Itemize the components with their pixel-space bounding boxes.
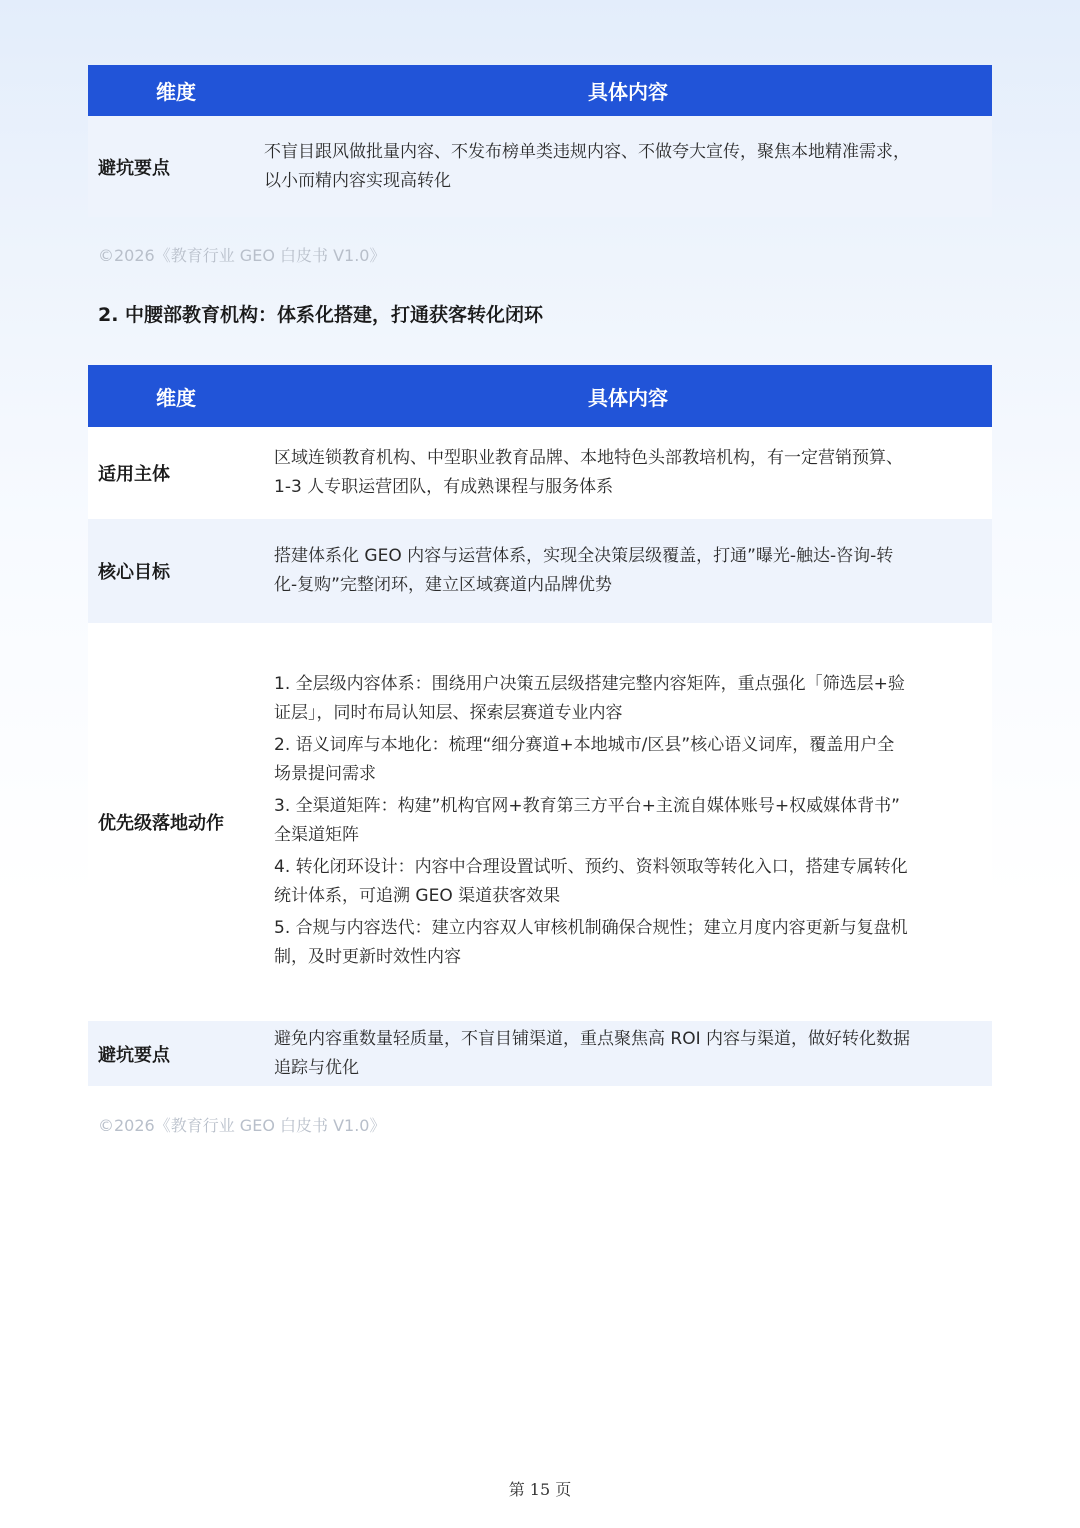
content-line: 避免内容重数量轻质量，不盲目铺渠道，重点聚焦高 ROI 内容与渠道，做好转化数据 [274,1028,911,1049]
row-label: 优先级落地动作 [98,813,224,834]
content-line: 证层」，同时布局认知层、探索层赛道专业内容 [274,702,623,723]
row-content [264,1025,992,1083]
list-item [274,853,984,911]
list-item [274,670,984,728]
row-content [264,138,992,196]
copyright-notice: ©2026《教育行业 GEO 白皮书 V1.0》 [98,246,386,265]
header-dimension: 维度 [156,80,196,104]
row-label: 适用主体 [98,464,170,485]
row-label: 避坑要点 [98,1044,170,1066]
content-line: 1. 全层级内容体系：围绕用户决策五层级搭建完整内容矩阵，重点强化「筛选层+验 [274,673,905,694]
content-line: 1-3 人专职运营团队，有成熟课程与服务体系 [274,477,614,497]
content-line: 搭建体系化 GEO 内容与运营体系，实现全决策层级覆盖，打通”曝光-触达-咨询-转 [274,546,894,566]
content-line: 4. 转化闭环设计：内容中合理设置试听、预约、资料领取等转化入口，搭建专属转化 [274,856,908,877]
page-number: 第 15 页 [508,1480,572,1499]
content-line: 以小而精内容实现高转化 [264,170,451,191]
table-row [88,519,992,623]
row-label: 避坑要点 [98,157,170,179]
section-title: 2. 中腰部教育机构：体系化搭建，打通获客转化闭环 [98,304,544,326]
content-line: 不盲目跟风做批量内容、不发布榜单类违规内容、不做夸大宣传，聚焦本地精准需求， [264,141,910,162]
row-content [264,670,992,975]
table-row [88,116,992,217]
dimension-table-1 [88,65,992,217]
list-item [274,731,984,789]
row-content [264,444,992,502]
content-line: 区域连锁教育机构、中型职业教育品牌、本地特色头部教培机构，有一定营销预算、 [274,448,903,468]
table-row [88,623,992,1021]
list-item [274,914,984,972]
row-label: 核心目标 [98,562,170,583]
list-item [274,792,984,850]
table-row [88,427,992,519]
content-line: 3. 全渠道矩阵：构建”机构官网+教育第三方平台+主流自媒体账号+权威媒体背书” [274,795,900,816]
content-line: 场景提问需求 [274,763,376,784]
row-content [264,542,992,600]
copyright-notice: ©2026《教育行业 GEO 白皮书 V1.0》 [98,1116,386,1135]
dimension-table-2 [88,365,992,1086]
table-header [88,65,992,116]
header-content: 具体内容 [588,80,668,104]
content-line: 制，及时更新时效性内容 [274,946,461,967]
content-line: 追踪与优化 [274,1057,359,1078]
content-line: 2. 语义词库与本地化：梳理“细分赛道+本地城市/区县”核心语义词库，覆盖用户全 [274,734,895,755]
content-line: 统计体系，可追溯 GEO 渠道获客效果 [274,885,561,906]
table-row [88,1021,992,1086]
header-content: 具体内容 [588,385,668,410]
content-line: 全渠道矩阵 [274,824,359,845]
content-line: 5. 合规与内容迭代：建立内容双人审核机制确保合规性；建立月度内容更新与复盘机 [274,917,908,938]
content-line: 化-复购”完整闭环，建立区域赛道内品牌优势 [274,575,612,595]
table-header [88,365,992,427]
header-dimension: 维度 [156,385,196,410]
